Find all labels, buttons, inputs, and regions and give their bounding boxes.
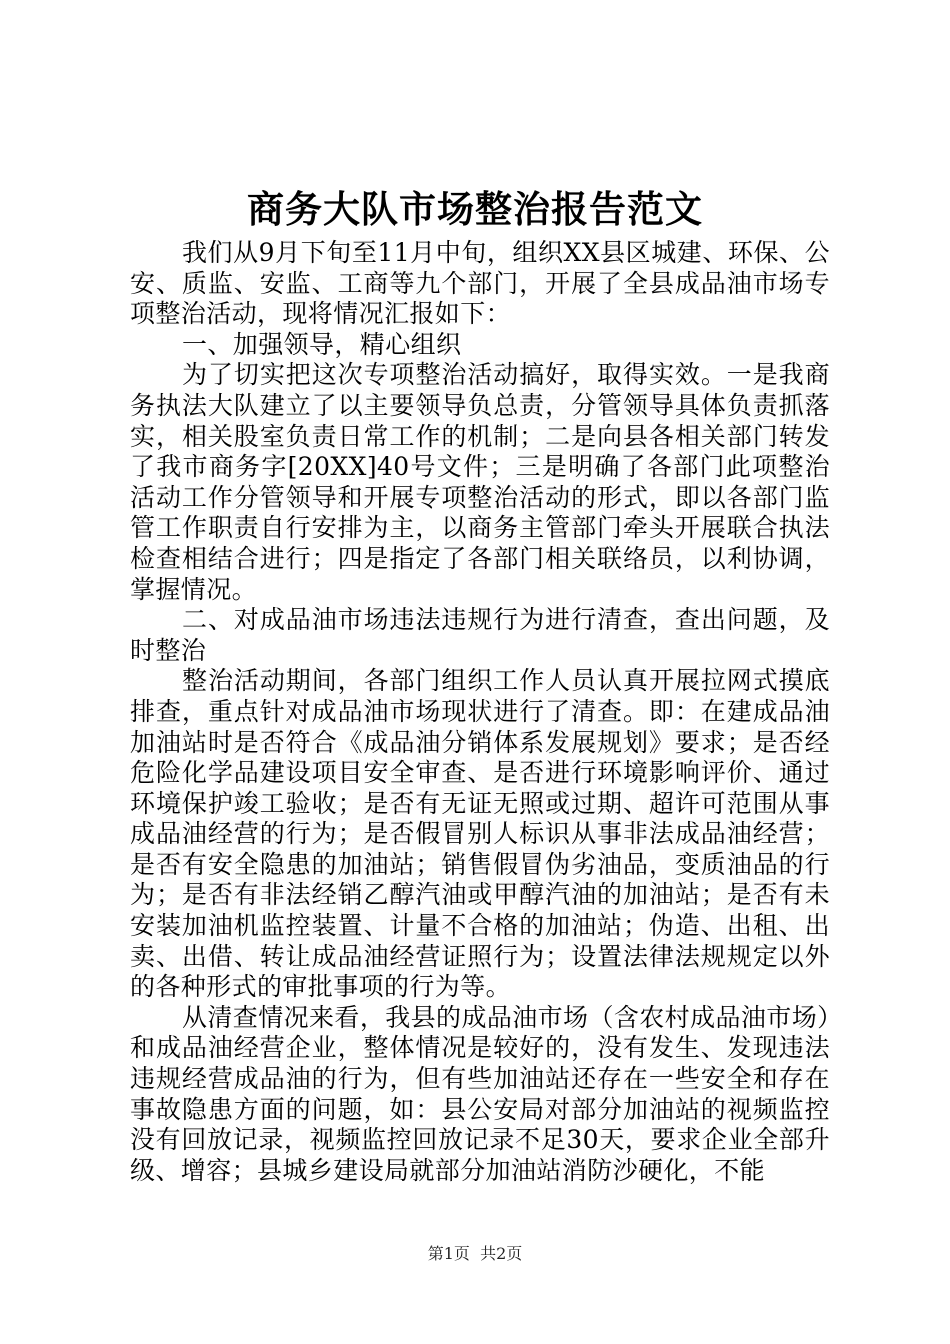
- section-heading-1: 一、加强领导，精心组织: [182, 329, 462, 359]
- document-title: 商务大队市场整治报告范文: [247, 187, 703, 231]
- page-footer: [0, 1244, 950, 1264]
- paragraph-intro: 我们从9月下旬至11月中旬，组织XX县区城建、环保、公安、质监、安监、工商等九个部门，开展了全县成品油市场专项整治活动，现将情况汇报如下：: [130, 238, 830, 329]
- page-total: 共2页: [480, 1244, 523, 1263]
- page-number: 第1页: [427, 1244, 470, 1263]
- section-heading-2: 二、对成品油市场违法违规行为进行清查，查出问题，及时整治: [130, 605, 830, 665]
- paragraph-findings: 从清查情况来看，我县的成品油市场（含农村成品油市场）和成品油经营企业，整体情况是较好的，没有发生、发现违法违规经营成品油的行为，但有些加油站还存在一些安全和存在事故隐患方面的问题，如：县公安局对部分加油站的视频监控没有回放记录，视频监控回放记录不足30天，要求企业全部升级、增容；县城乡建设局就部分加油站消防沙硬化，不能: [130, 1002, 830, 1185]
- paragraph-section-1: 为了切实把这次专项整治活动搞好，取得实效。一是我商务执法大队建立了以主要领导负总责，分管领导具体负责抓落实，相关股室负责日常工作的机制；二是向县各相关部门转发了我市商务字[20XX]40号文件；三是明确了各部门此项整治活动工作分管领导和开展专项整治活动的形式，即以各部门监管工作职责自行安排为主，以商务主管部门牵头开展联合执法检查相结合进行；四是指定了各部门相关联络员，以利协调，掌握情况。: [130, 360, 830, 604]
- document-body: [130, 238, 830, 1186]
- paragraph-section-2: 整治活动期间，各部门组织工作人员认真开展拉网式摸底排查，重点针对成品油市场现状进行了清查。即：在建成品油加油站时是否符合《成品油分销体系发展规划》要求；是否经危险化学品建设项目安全审查、是否进行环境影响评价、通过环境保护竣工验收；是否有无证无照或过期、超许可范围从事成品油经营的行为；是否假冒别人标识从事非法成品油经营；是否有安全隐患的加油站；销售假冒伪劣油品，变质油品的行为；是否有非法经销乙醇汽油或甲醇汽油的加油站；是否有未安装加油机监控装置、计量不合格的加油站；伪造、出租、出卖、出借、转让成品油经营证照行为；设置法律法规规定以外的各种形式的审批事项的行为等。: [130, 666, 830, 1002]
